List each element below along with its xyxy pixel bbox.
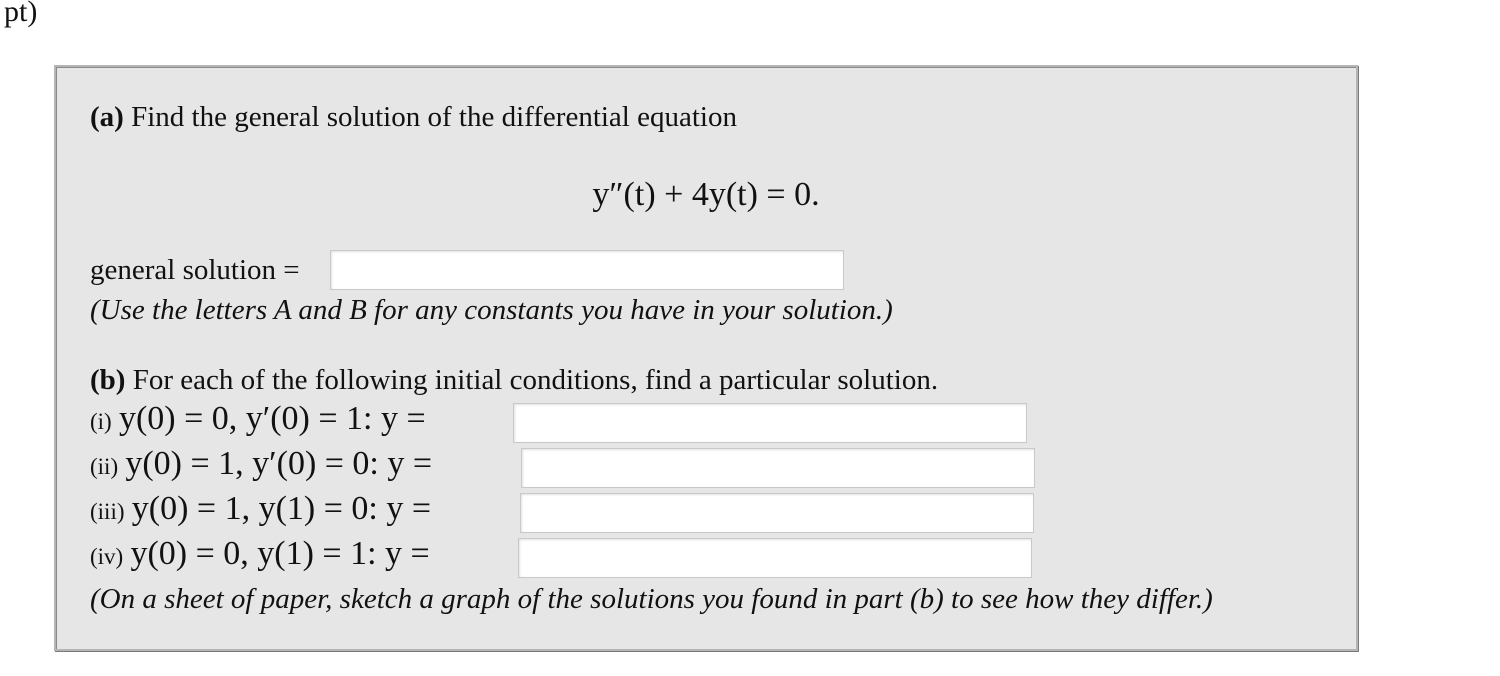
part-b-note: (On a sheet of paper, sketch a graph of the solutions you found in part (b) to see how they differ.) xyxy=(90,583,1213,615)
part-b-label: (b) xyxy=(90,364,126,396)
condition-row-ii xyxy=(90,444,432,487)
part-a-note: (Use the letters A and B for any constants you have in your solution.) xyxy=(90,294,893,326)
general-solution-input[interactable] xyxy=(330,250,844,290)
problem-box xyxy=(54,65,1358,651)
part-b-heading xyxy=(90,363,938,397)
numeral-iii: (iii) xyxy=(90,499,125,524)
part-a-prompt: Find the general solution of the differential equation xyxy=(131,101,737,133)
condition-ii: y(0) = 1, y′(0) = 0: y = xyxy=(125,445,433,482)
part-b-prompt: For each of the following initial conditions, find a particular solution. xyxy=(132,364,939,396)
condition-iv: y(0) = 0, y(1) = 1: y = xyxy=(130,535,430,572)
condition-row-iii xyxy=(90,489,431,532)
numeral-iv: (iv) xyxy=(90,544,124,569)
condition-iii: y(0) = 1, y(1) = 0: y = xyxy=(131,490,432,527)
numeral-ii: (ii) xyxy=(90,454,119,479)
condition-i: y(0) = 0, y′(0) = 1: y = xyxy=(118,400,426,437)
answer-input-ii[interactable] xyxy=(521,448,1035,488)
condition-row-iv xyxy=(90,534,430,577)
answer-input-iv[interactable] xyxy=(518,538,1032,578)
part-a-heading xyxy=(90,100,737,134)
part-a-label: (a) xyxy=(90,101,124,133)
points-label: pt) xyxy=(4,0,38,28)
general-solution-label: general solution = xyxy=(90,254,300,286)
differential-equation: y″(t) + 4y(t) = 0. xyxy=(592,176,820,213)
condition-row-i xyxy=(90,399,426,442)
answer-input-i[interactable] xyxy=(513,403,1027,443)
numeral-i: (i) xyxy=(90,409,112,434)
answer-input-iii[interactable] xyxy=(520,493,1034,533)
